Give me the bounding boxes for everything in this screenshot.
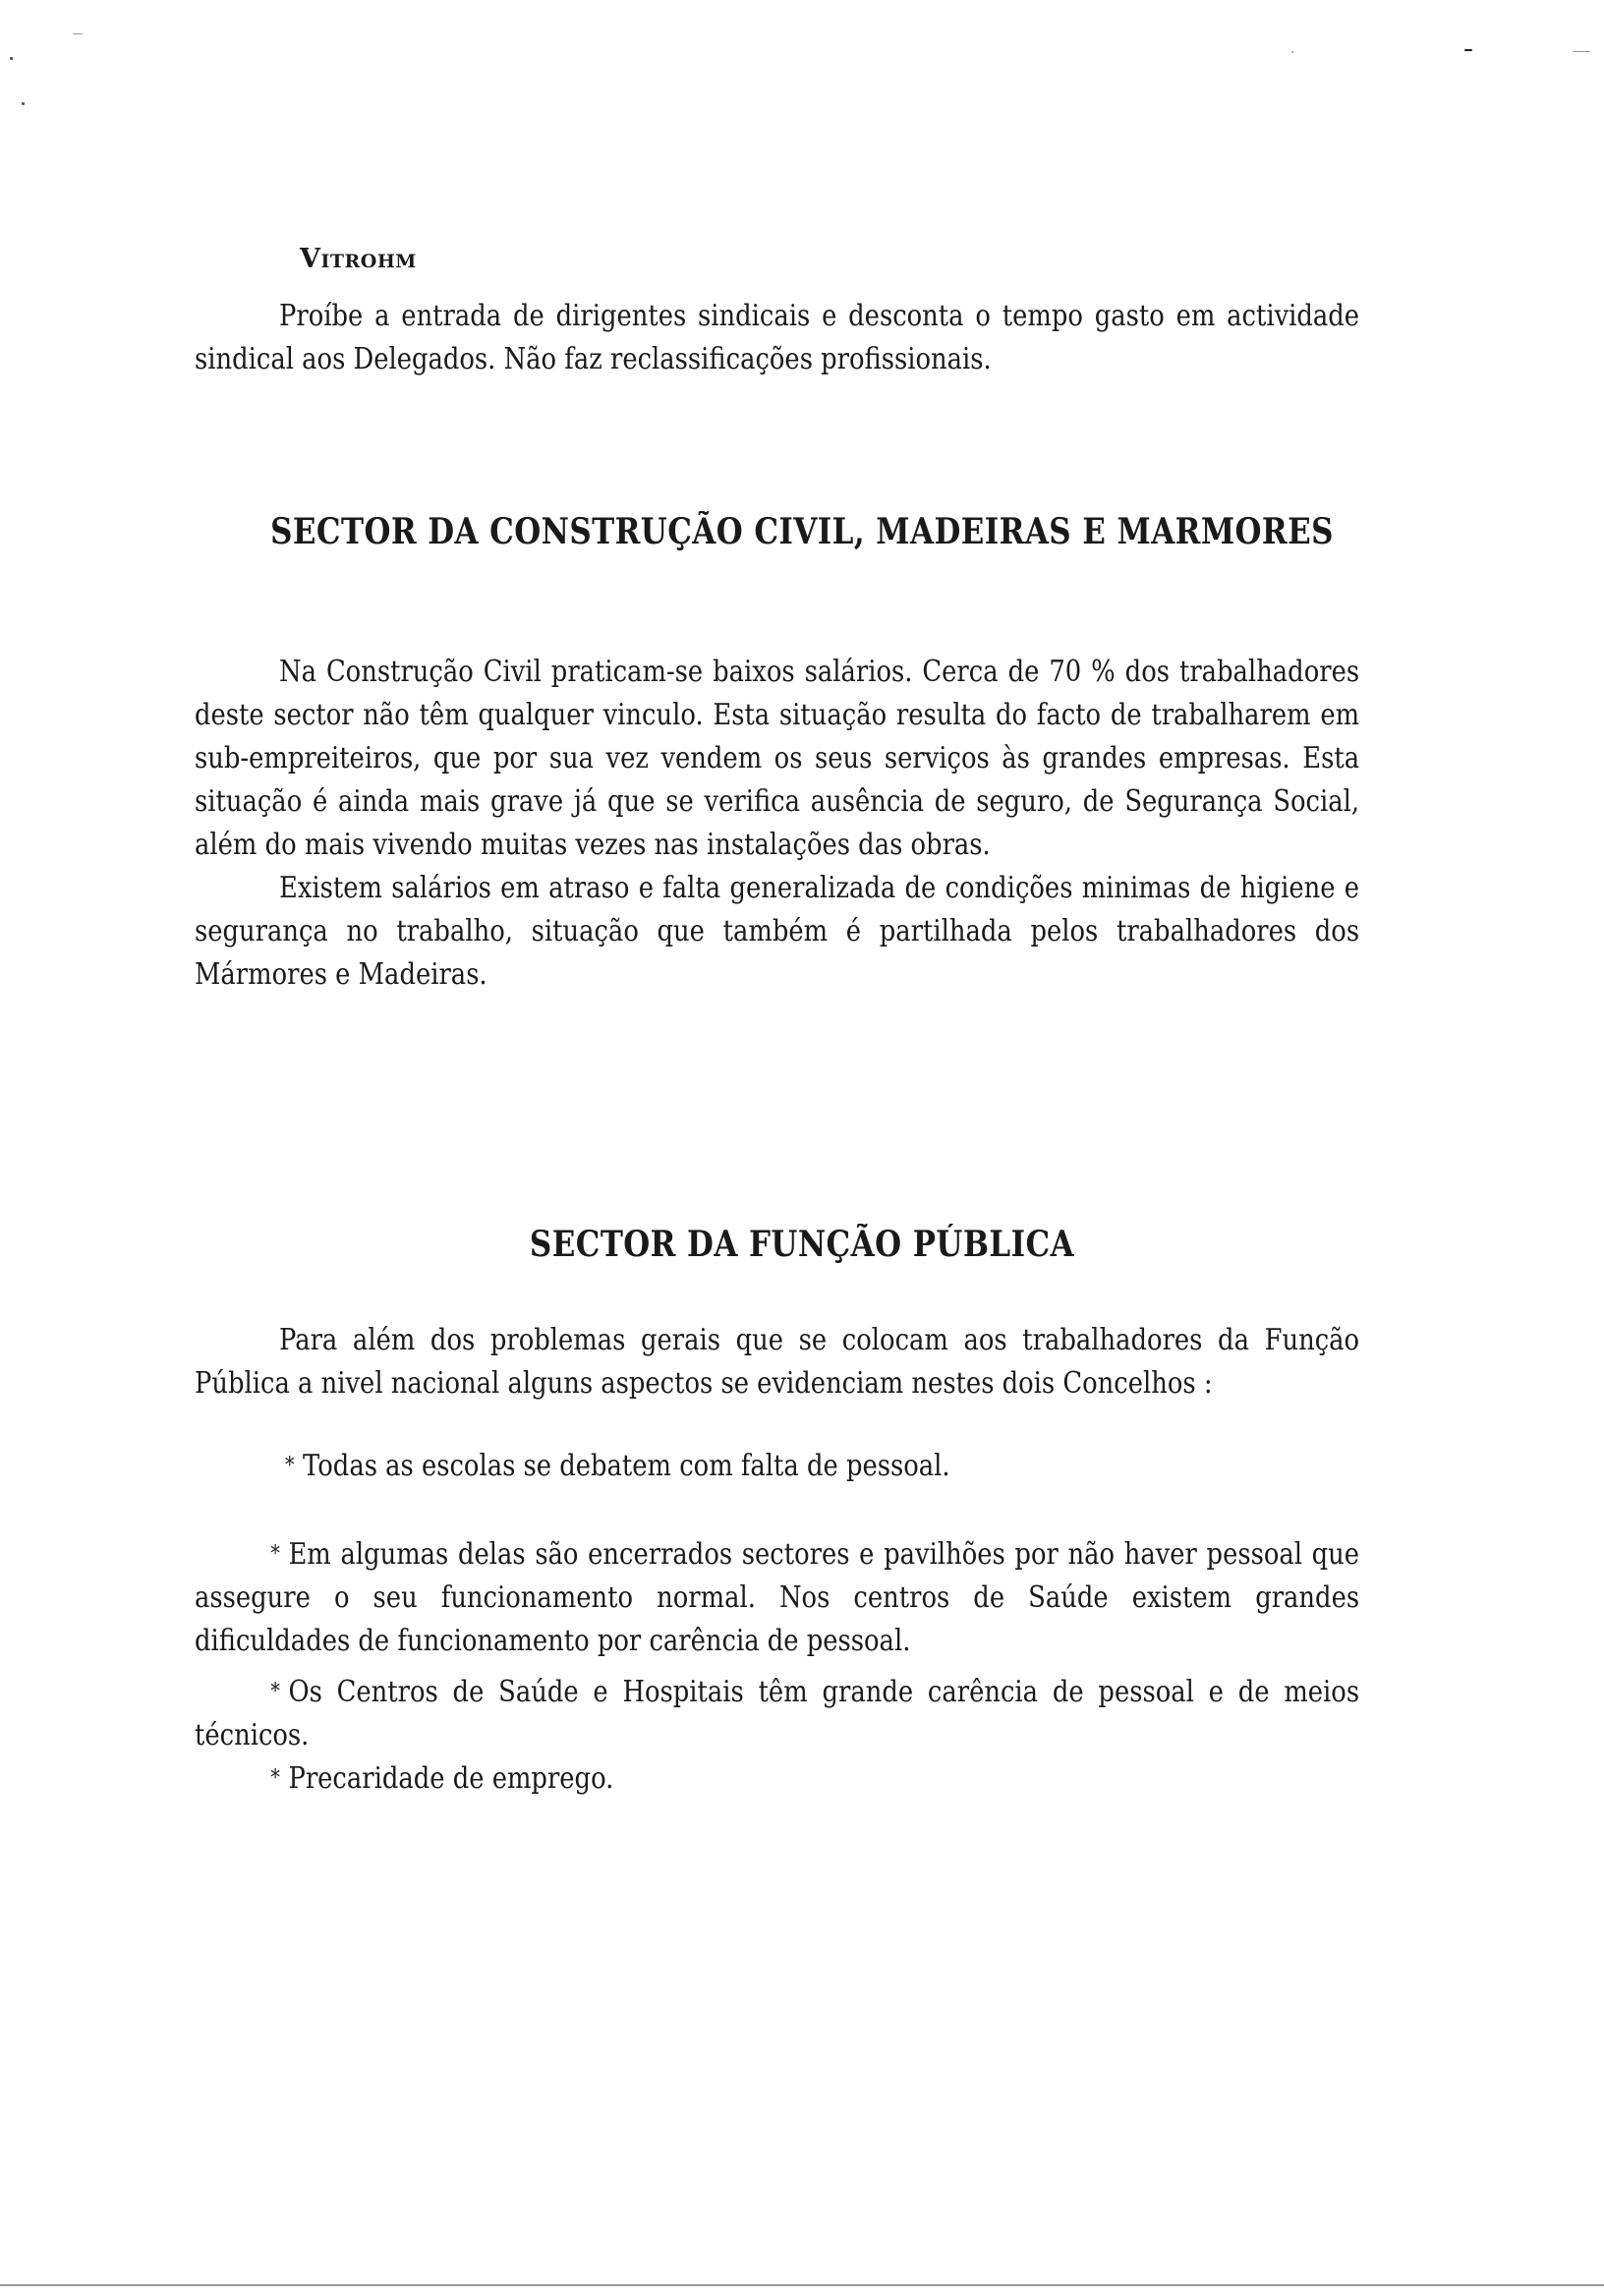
construcao-paragraph-2: Existem salários em atraso e falta generalizada de condições minimas de higiene e segurança no trabalho, situação que também é partilhada pelos trabalhadores dos Mármores e Madeiras. — [195, 871, 1360, 992]
scan-speck — [22, 102, 25, 105]
scan-speck — [1291, 51, 1293, 53]
bullet-star-icon: * — [285, 1454, 295, 1478]
bullet-item-2 — [195, 1533, 1359, 1663]
section-heading-construcao: SECTOR DA CONSTRUÇÃO CIVIL, MADEIRAS E MARMORES — [270, 511, 1334, 552]
funcao-publica-intro: Para além dos problemas gerais que se colocam aos trabalhadores da Função Pública a nivel nacional alguns aspectos se evidenciam nestes dois Concelhos : — [195, 1323, 1360, 1401]
bullet-star-icon: * — [270, 1766, 280, 1791]
bullet-star-icon: * — [270, 1542, 280, 1567]
vitrohm-paragraph: Proíbe a entrada de dirigentes sindicais e desconta o tempo gasto em actividade sindical aos Delegados. Não faz reclassificações profissionais. — [195, 299, 1360, 376]
vitrohm-section — [195, 295, 1359, 381]
bullet-item-3 — [195, 1671, 1359, 1757]
bullet-text: Todas as escolas se debatem com falta de pessoal. — [303, 1449, 950, 1483]
scan-bottom-edge — [0, 2284, 1604, 2286]
bullet-text: Precaridade de emprego. — [288, 1761, 614, 1796]
company-name: Vitrohm — [300, 244, 417, 274]
bullet-star-icon: * — [270, 1680, 280, 1704]
bullet-item-4 — [195, 1757, 1359, 1801]
bullet-text: Em algumas delas são encerrados sectores e pavilhões por não haver pessoal que assegure o seu funcionamento normal. Nos centros de Saúde existem grandes dificuldades de funcionamento por carência de pessoal. — [195, 1537, 1360, 1658]
section-heading-funcao-publica: SECTOR DA FUNÇÃO PÚBLICA — [529, 1224, 1075, 1265]
bullet-item-1 — [285, 1445, 1356, 1488]
construcao-paragraph-1: Na Construção Civil praticam-se baixos salários. Cerca de 70 % dos trabalhadores deste sector não têm qualquer vinculo. Esta situação resulta do facto de trabalharem em sub-empreiteiros, que por sua vez vendem os seus serviços às grandes empresas. Esta situação é ainda mais grave já que se verifica ausência de seguro, de Segurança Social, além do mais vivendo muitas vezes nas instalações das obras. — [195, 655, 1360, 862]
scan-speck — [73, 33, 83, 34]
scan-speck — [10, 57, 13, 60]
bullet-text: Os Centros de Saúde e Hospitais têm grande carência de pessoal e de meios técnicos. — [195, 1675, 1360, 1752]
funcao-publica-section — [195, 1319, 1359, 1406]
scan-speck — [1464, 49, 1472, 51]
scan-speck — [1573, 51, 1590, 52]
construcao-section — [195, 651, 1359, 997]
